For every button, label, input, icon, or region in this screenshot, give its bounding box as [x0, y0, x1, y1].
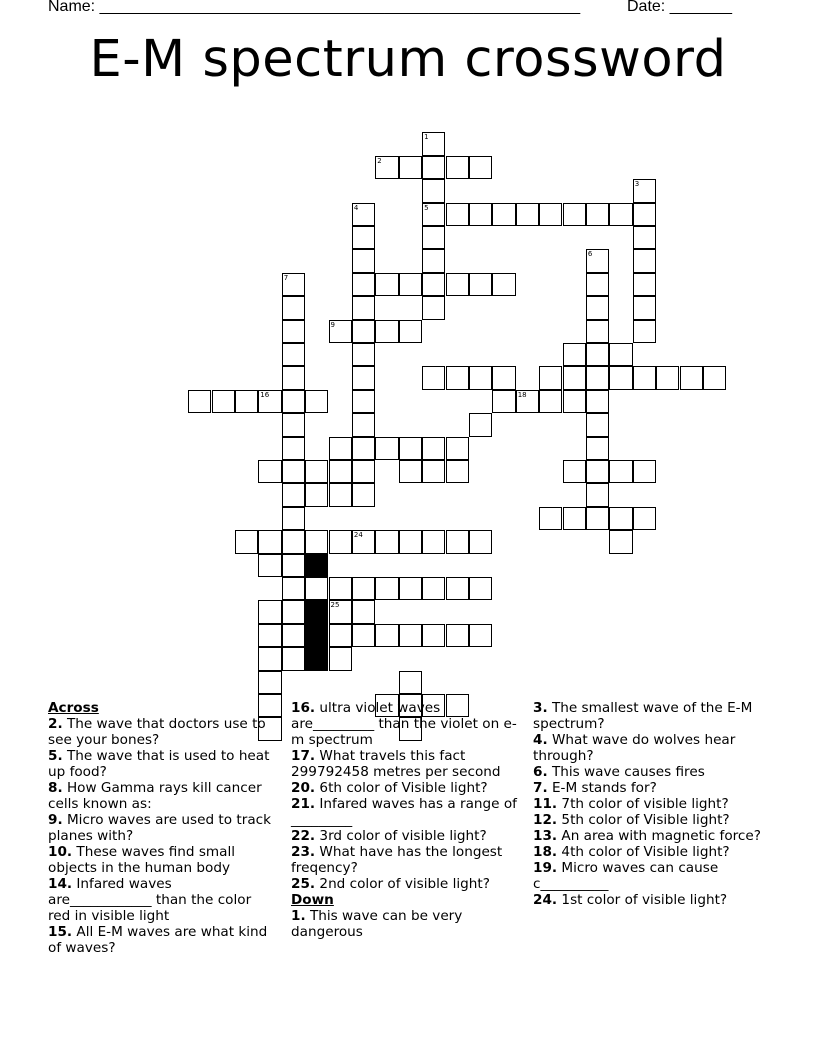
clue-text: All E-M waves are what kind of waves?	[48, 924, 268, 956]
grid-cell[interactable]	[563, 366, 586, 389]
clue-item	[48, 716, 274, 748]
page-title: E-M spectrum crossword	[89, 30, 727, 89]
grid-cell[interactable]	[329, 577, 352, 600]
grid-cell[interactable]	[282, 460, 305, 483]
clue-item	[48, 876, 274, 924]
clue-item	[533, 860, 763, 892]
clue-number: 4	[353, 203, 359, 212]
clue-number: 24	[353, 531, 363, 540]
grid-cell[interactable]	[399, 577, 422, 600]
grid-cell[interactable]	[539, 390, 562, 413]
grid-cell[interactable]	[282, 437, 305, 460]
across-heading: Across	[48, 700, 99, 716]
clue-item	[291, 748, 517, 780]
grid-cell[interactable]	[539, 507, 562, 530]
clue-num: 15.	[48, 924, 73, 940]
clue-item	[291, 876, 517, 892]
grid-cell[interactable]	[609, 460, 632, 483]
grid-cell[interactable]	[329, 460, 352, 483]
clue-num: 24.	[533, 892, 558, 908]
grid-block-cell	[305, 624, 328, 647]
grid-cell[interactable]	[258, 554, 281, 577]
grid-block-cell	[305, 554, 328, 577]
clue-item	[291, 844, 517, 876]
grid-cell[interactable]	[352, 296, 375, 319]
grid-cell[interactable]	[352, 343, 375, 366]
grid-cell[interactable]	[422, 226, 445, 249]
grid-cell[interactable]	[282, 366, 305, 389]
grid-cell[interactable]	[422, 460, 445, 483]
grid-cell[interactable]	[282, 624, 305, 647]
grid-cell[interactable]	[422, 249, 445, 272]
grid-cell[interactable]	[329, 624, 352, 647]
clue-text: Micro waves are used to track planes with?	[48, 812, 271, 844]
grid-cell[interactable]	[352, 483, 375, 506]
clue-item	[533, 796, 763, 812]
clue-item	[48, 812, 274, 844]
clue-num: 20.	[291, 780, 316, 796]
clue-text: 7th color of visible light?	[557, 796, 729, 812]
clue-number: 2	[377, 156, 382, 165]
grid-cell[interactable]	[352, 249, 375, 272]
clue-num: 21.	[291, 796, 316, 812]
clue-num: 17.	[291, 748, 316, 764]
grid-cell[interactable]	[399, 320, 422, 343]
grid-cell[interactable]	[586, 366, 609, 389]
grid-cell[interactable]	[329, 600, 352, 623]
grid-cell[interactable]	[516, 203, 539, 226]
grid-cell[interactable]	[586, 296, 609, 319]
grid-cell[interactable]	[422, 530, 445, 553]
grid-cell[interactable]	[609, 366, 632, 389]
grid-cell[interactable]	[609, 203, 632, 226]
grid-cell[interactable]	[305, 483, 328, 506]
clue-text: 6th color of Visible light?	[315, 780, 488, 796]
clue-num: 16.	[291, 700, 316, 716]
clue-item	[533, 892, 763, 908]
grid-cell[interactable]	[469, 413, 492, 436]
grid-cell[interactable]	[633, 226, 656, 249]
clue-num: 9.	[48, 812, 63, 828]
clue-text: How Gamma rays kill cancer cells known as:	[48, 780, 262, 812]
clue-item	[533, 828, 763, 844]
clue-num: 2.	[48, 716, 63, 732]
grid-cell[interactable]	[399, 460, 422, 483]
clue-number: 9	[330, 320, 335, 329]
grid-cell[interactable]	[352, 366, 375, 389]
grid-cell[interactable]	[329, 320, 352, 343]
down-heading: Down	[291, 892, 334, 908]
grid-cell[interactable]	[352, 226, 375, 249]
grid-cell[interactable]	[282, 483, 305, 506]
clue-num: 12.	[533, 812, 558, 828]
clue-number: 25	[330, 601, 340, 610]
grid-cell[interactable]	[609, 507, 632, 530]
grid-cell[interactable]	[422, 179, 445, 202]
grid-cell[interactable]	[680, 366, 703, 389]
grid-cell[interactable]	[586, 203, 609, 226]
grid-cell[interactable]	[563, 343, 586, 366]
grid-cell[interactable]	[586, 460, 609, 483]
clue-number: 6	[587, 250, 593, 259]
grid-cell[interactable]	[375, 156, 398, 179]
grid-cell[interactable]	[492, 366, 515, 389]
grid-cell[interactable]	[586, 507, 609, 530]
grid-cell[interactable]	[352, 530, 375, 553]
grid-cell[interactable]	[329, 437, 352, 460]
grid-cell[interactable]	[399, 437, 422, 460]
grid-cell[interactable]	[422, 366, 445, 389]
grid-cell[interactable]	[422, 273, 445, 296]
grid-cell[interactable]	[446, 624, 469, 647]
grid-cell[interactable]	[399, 530, 422, 553]
grid-cell[interactable]	[633, 203, 656, 226]
clue-number: 1	[424, 133, 429, 142]
grid-cell[interactable]	[446, 577, 469, 600]
grid-cell[interactable]	[305, 577, 328, 600]
clue-number: 3	[634, 180, 640, 189]
grid-cell[interactable]	[282, 600, 305, 623]
name-line: ______________________________________________________	[99, 0, 581, 15]
grid-cell[interactable]	[539, 366, 562, 389]
clue-item	[48, 924, 274, 956]
clue-number: 18	[517, 390, 527, 399]
grid-cell[interactable]	[329, 647, 352, 670]
clue-text: The wave that is used to heat up food?	[48, 748, 270, 780]
grid-block-cell	[305, 647, 328, 670]
clue-text: 3rd color of visible light?	[315, 828, 487, 844]
clue-item	[533, 812, 763, 828]
clues-column-3	[533, 700, 763, 908]
grid-cell[interactable]	[329, 483, 352, 506]
clue-num: 1.	[291, 908, 306, 924]
grid-cell[interactable]	[563, 203, 586, 226]
clues-column-2	[291, 700, 517, 940]
grid-cell[interactable]	[539, 203, 562, 226]
grid-cell[interactable]	[633, 179, 656, 202]
clue-text: ultra violet waves are_________ than the violet on e-m spectrum	[291, 700, 517, 748]
grid-cell[interactable]	[656, 366, 679, 389]
grid-cell[interactable]	[282, 343, 305, 366]
grid-cell[interactable]	[352, 600, 375, 623]
grid-cell[interactable]	[352, 577, 375, 600]
grid-cell[interactable]	[258, 671, 281, 694]
grid-cell[interactable]	[422, 296, 445, 319]
clue-num: 7.	[533, 780, 548, 796]
grid-cell[interactable]	[258, 460, 281, 483]
grid-cell[interactable]	[282, 413, 305, 436]
grid-cell[interactable]	[258, 600, 281, 623]
grid-cell[interactable]	[282, 554, 305, 577]
grid-cell[interactable]	[422, 203, 445, 226]
grid-cell[interactable]	[422, 156, 445, 179]
grid-cell[interactable]	[586, 413, 609, 436]
clue-number: 7	[283, 273, 289, 282]
grid-cell[interactable]	[586, 320, 609, 343]
grid-cell[interactable]	[446, 366, 469, 389]
grid-cell[interactable]	[375, 437, 398, 460]
clue-num: 5.	[48, 748, 63, 764]
clue-item	[48, 780, 274, 812]
grid-cell[interactable]	[446, 203, 469, 226]
grid-cell[interactable]	[282, 530, 305, 553]
grid-cell[interactable]	[352, 437, 375, 460]
clue-text: 5th color of Visible light?	[557, 812, 730, 828]
grid-cell[interactable]	[633, 460, 656, 483]
grid-cell[interactable]	[446, 460, 469, 483]
clue-item	[291, 908, 517, 940]
clue-text: Micro waves can cause c__________	[533, 860, 719, 892]
grid-cell[interactable]	[282, 507, 305, 530]
clue-number: 16	[260, 390, 270, 399]
grid-cell[interactable]	[446, 156, 469, 179]
grid-cell[interactable]	[633, 320, 656, 343]
clue-text: An area with magnetic force?	[557, 828, 761, 844]
clue-num: 25.	[291, 876, 316, 892]
clue-num: 18.	[533, 844, 558, 860]
clue-item	[533, 780, 763, 796]
grid-cell[interactable]	[469, 156, 492, 179]
clue-num: 14.	[48, 876, 73, 892]
grid-cell[interactable]	[446, 437, 469, 460]
grid-cell[interactable]	[258, 390, 281, 413]
grid-cell[interactable]	[399, 624, 422, 647]
grid-cell[interactable]	[375, 624, 398, 647]
grid-cell[interactable]	[282, 320, 305, 343]
clue-num: 10.	[48, 844, 73, 860]
grid-cell[interactable]	[633, 507, 656, 530]
grid-cell[interactable]	[469, 577, 492, 600]
grid-cell[interactable]	[446, 530, 469, 553]
clue-item	[533, 700, 763, 732]
grid-cell[interactable]	[422, 577, 445, 600]
clue-item	[291, 700, 517, 748]
clue-num: 8.	[48, 780, 63, 796]
grid-cell[interactable]	[375, 577, 398, 600]
grid-cell[interactable]	[352, 320, 375, 343]
grid-cell[interactable]	[703, 366, 726, 389]
grid-cell[interactable]	[305, 390, 328, 413]
clue-num: 19.	[533, 860, 558, 876]
grid-cell[interactable]	[586, 273, 609, 296]
grid-cell[interactable]	[586, 249, 609, 272]
clue-num: 3.	[533, 700, 548, 716]
clue-num: 11.	[533, 796, 558, 812]
grid-cell[interactable]	[399, 273, 422, 296]
grid-cell[interactable]	[563, 460, 586, 483]
clue-text: 1st color of visible light?	[557, 892, 728, 908]
grid-cell[interactable]	[212, 390, 235, 413]
clue-num: 22.	[291, 828, 316, 844]
grid-cell[interactable]	[282, 577, 305, 600]
grid-cell[interactable]	[282, 296, 305, 319]
grid-cell[interactable]	[633, 249, 656, 272]
grid-cell[interactable]	[188, 390, 211, 413]
grid-cell[interactable]	[586, 483, 609, 506]
grid-cell[interactable]	[469, 530, 492, 553]
grid-cell[interactable]	[235, 530, 258, 553]
clue-text: What wave do wolves hear through?	[533, 732, 736, 764]
grid-cell[interactable]	[305, 530, 328, 553]
grid-cell[interactable]	[352, 390, 375, 413]
date-label: Date:	[627, 0, 666, 15]
grid-cell[interactable]	[305, 460, 328, 483]
grid-cell[interactable]	[352, 624, 375, 647]
clue-number: 5	[424, 203, 429, 212]
clue-text: These waves find small objects in the human body	[48, 844, 236, 876]
grid-cell[interactable]	[492, 203, 515, 226]
grid-cell[interactable]	[422, 437, 445, 460]
grid-cell[interactable]	[258, 530, 281, 553]
grid-cell[interactable]	[352, 273, 375, 296]
grid-cell[interactable]	[399, 156, 422, 179]
grid-cell[interactable]	[422, 624, 445, 647]
clue-text: 4th color of Visible light?	[557, 844, 730, 860]
grid-cell[interactable]	[633, 366, 656, 389]
clue-text: What travels this fact 299792458 metres per second	[291, 748, 501, 780]
grid-cell[interactable]	[282, 647, 305, 670]
grid-cell[interactable]	[492, 390, 515, 413]
clue-item	[48, 748, 274, 780]
clue-text: E-M stands for?	[547, 780, 657, 796]
clue-item	[533, 844, 763, 860]
clue-text: The smallest wave of the E-M spectrum?	[533, 700, 753, 732]
grid-cell[interactable]	[469, 273, 492, 296]
clue-text: The wave that doctors use to see your bones?	[48, 716, 266, 748]
grid-cell[interactable]	[422, 132, 445, 155]
grid-cell[interactable]	[492, 273, 515, 296]
grid-cell[interactable]	[282, 390, 305, 413]
clue-item	[291, 796, 517, 828]
grid-cell[interactable]	[563, 507, 586, 530]
grid-cell[interactable]	[375, 530, 398, 553]
grid-cell[interactable]	[469, 203, 492, 226]
grid-cell[interactable]	[375, 320, 398, 343]
grid-cell[interactable]	[633, 273, 656, 296]
grid-cell[interactable]	[586, 343, 609, 366]
clues-column-1	[48, 700, 274, 956]
clue-text: This wave causes fires	[547, 764, 705, 780]
clue-text: 2nd color of visible light?	[315, 876, 490, 892]
grid-cell[interactable]	[609, 530, 632, 553]
grid-cell[interactable]	[586, 437, 609, 460]
clue-item	[291, 780, 517, 796]
grid-cell[interactable]	[469, 624, 492, 647]
grid-cell[interactable]	[282, 273, 305, 296]
grid-cell[interactable]	[609, 343, 632, 366]
date-line: _______	[669, 0, 732, 15]
grid-cell[interactable]	[586, 390, 609, 413]
clue-text: Infared waves has a range of _________	[291, 796, 517, 828]
grid-cell[interactable]	[352, 203, 375, 226]
clue-text: What have has the longest freqency?	[291, 844, 503, 876]
clue-num: 23.	[291, 844, 316, 860]
grid-cell[interactable]	[352, 460, 375, 483]
grid-cell[interactable]	[258, 647, 281, 670]
clue-text: This wave can be very dangerous	[291, 908, 463, 940]
grid-cell[interactable]	[258, 624, 281, 647]
name-label: Name:	[48, 0, 96, 15]
grid-block-cell	[305, 600, 328, 623]
grid-cell[interactable]	[399, 671, 422, 694]
clue-num: 13.	[533, 828, 558, 844]
clue-item	[533, 732, 763, 764]
grid-cell[interactable]	[516, 390, 539, 413]
grid-cell[interactable]	[352, 413, 375, 436]
clue-text: Infared waves are____________ than the color red in visible light	[48, 876, 252, 924]
grid-cell[interactable]	[633, 296, 656, 319]
clue-item	[533, 764, 763, 780]
grid-cell[interactable]	[446, 273, 469, 296]
grid-cell[interactable]	[563, 390, 586, 413]
grid-cell[interactable]	[469, 366, 492, 389]
clue-num: 4.	[533, 732, 548, 748]
grid-cell[interactable]	[235, 390, 258, 413]
grid-cell[interactable]	[375, 273, 398, 296]
grid-cell[interactable]	[329, 530, 352, 553]
clue-num: 6.	[533, 764, 548, 780]
clue-item	[291, 828, 517, 844]
clue-item	[48, 844, 274, 876]
